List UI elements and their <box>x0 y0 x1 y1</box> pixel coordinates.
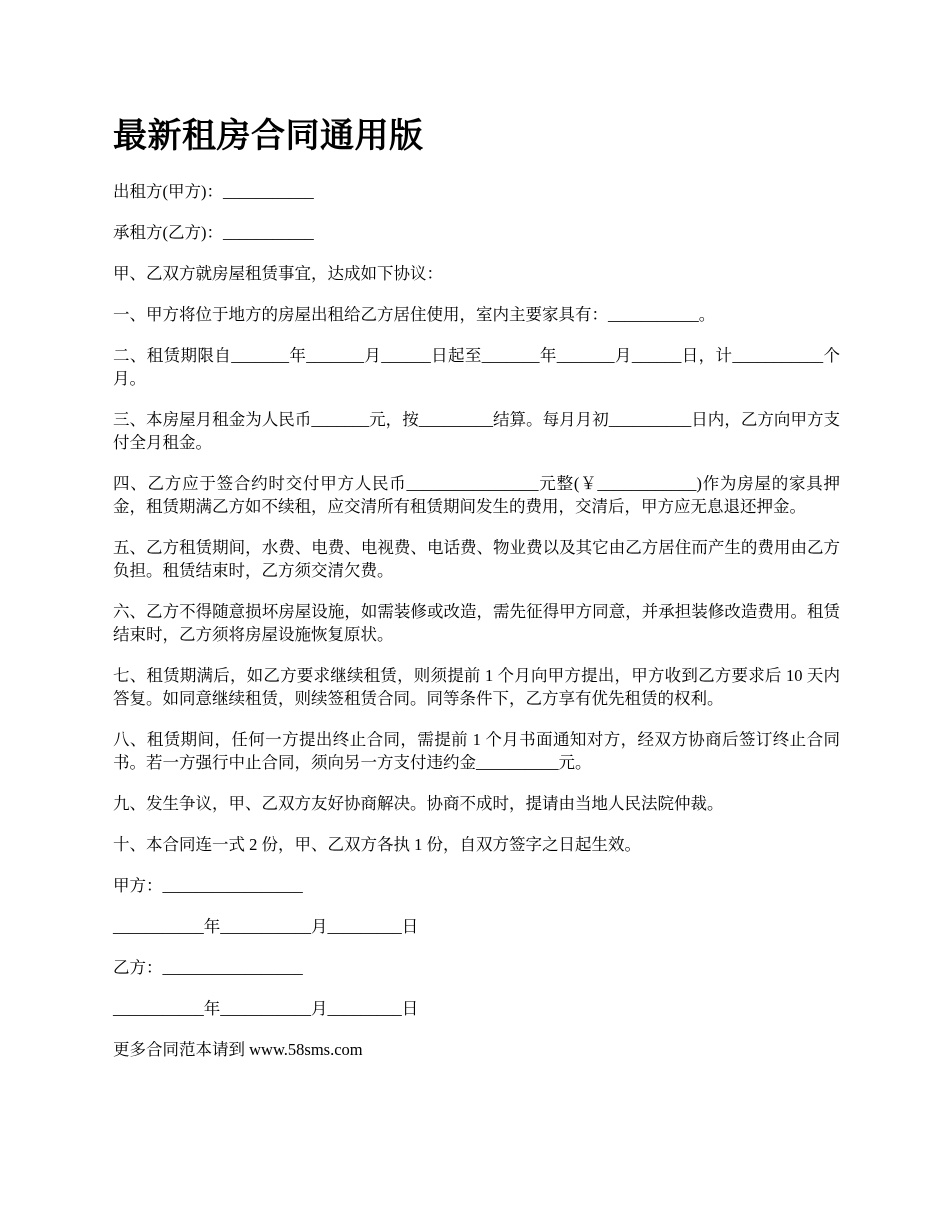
clause-10: 十、本合同连一式 2 份，甲、乙双方各执 1 份，自双方签字之日起生效。 <box>113 835 641 854</box>
clause-8: 八、租赁期间，任何一方提出终止合同，需提前 1 个月书面通知对方，经双方协商后签订终止合同书。若一方强行中止合同，须向另一方支付违约金__________元。 <box>113 730 840 772</box>
clause-4: 四、乙方应于签合约时交付甲方人民币________________元整(￥____________)作为房屋的家具押金，租赁期满乙方如不续租，应交清所有租赁期间发生的费用，交清后，甲方应无息退还押金。 <box>113 474 840 516</box>
clause-1: 一、甲方将位于地方的房屋出租给乙方居住使用，室内主要家具有：___________。 <box>113 305 716 324</box>
agreement-intro: 甲、乙双方就房屋租赁事宜，达成如下协议： <box>113 264 443 283</box>
clause-6: 六、乙方不得随意损坏房屋设施，如需装修或改造，需先征得甲方同意，并承担装修改造费用。租赁结束时，乙方须将房屋设施恢复原状。 <box>113 602 840 644</box>
footer-link-text: 更多合同范本请到 www.58sms.com <box>113 1040 363 1059</box>
clause-5: 五、乙方租赁期间，水费、电费、电视费、电话费、物业费以及其它由乙方居住而产生的费用由乙方负担。租赁结束时，乙方须交清欠费。 <box>113 538 840 580</box>
document-title: 最新租房合同通用版 <box>113 116 424 156</box>
document-page <box>113 112 840 1061</box>
clause-3: 三、本房屋月租金为人民币_______元，按_________结算。每月月初__________日内，乙方向甲方支付全月租金。 <box>113 410 840 452</box>
party-a-signature: 甲方：_________________ <box>113 876 303 895</box>
clause-2: 二、租赁期限自_______年_______月______日起至_______年_______月______日，计___________个月。 <box>113 346 840 388</box>
clause-9: 九、发生争议，甲、乙双方友好协商解决。协商不成时，提请由当地人民法院仲裁。 <box>113 794 724 813</box>
party-a-line: 出租方(甲方)：___________ <box>113 182 314 201</box>
clause-7: 七、租赁期满后，如乙方要求继续租赁，则须提前 1 个月向甲方提出，甲方收到乙方要求后 10 天内答复。如同意继续租赁，则续签租赁合同。同等条件下，乙方享有优先租赁的权利。 <box>113 666 840 708</box>
party-b-line: 承租方(乙方)：___________ <box>113 223 314 242</box>
party-a-date: ___________年___________月_________日 <box>113 917 419 936</box>
party-b-date: ___________年___________月_________日 <box>113 999 419 1018</box>
party-b-signature: 乙方：_________________ <box>113 958 303 977</box>
